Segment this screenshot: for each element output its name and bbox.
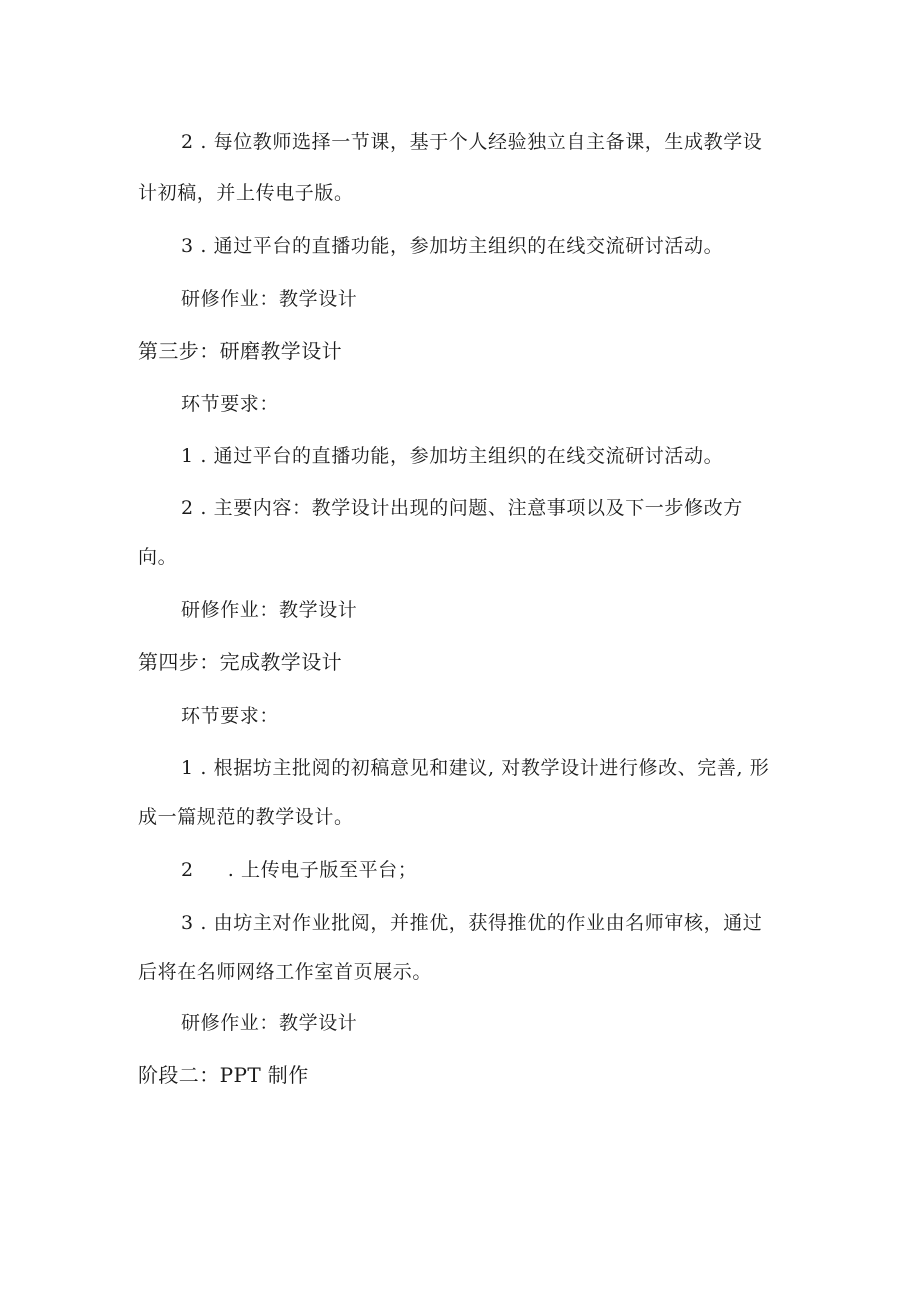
requirements-label: 环节要求： [181,393,280,415]
step3-item-1: 1 . 通过平台的直播功能，参加坊主组织的在线交流研讨活动。 [181,445,724,467]
step4-item-1-line-2: 成一篇规范的教学设计。 [138,806,354,828]
section-heading-step-4: 第四步：完成教学设计 [138,650,342,674]
step4-item-2 [181,857,417,883]
step4-item-1-line-1: 1 . 根据坊主批阅的初稿意见和建议, 对教学设计进行修改、完善, 形 [181,757,770,779]
requirements-label: 环节要求： [181,705,280,727]
assignment-label: 研修作业：教学设计 [181,288,358,310]
paragraph-item-2-line-2: 计初稿，并上传电子版。 [138,182,354,204]
step4-item-3-line-2: 后将在名师网络工作室首页展示。 [138,961,433,983]
step4-item-3-line-1: 3 . 由坊主对作业批阅，并推优，获得推优的作业由名师审核，通过 [181,912,763,934]
assignment-label: 研修作业：教学设计 [181,1012,358,1034]
step3-item-2-line-1: 2 . 主要内容：教学设计出现的问题、注意事项以及下一步修改方 [181,497,743,519]
step4-item-2-number: 2 [181,859,194,881]
step3-item-2-line-2: 向。 [138,546,178,568]
section-heading-step-3: 第三步：研磨教学设计 [138,339,342,363]
paragraph-item-3: 3 . 通过平台的直播功能，参加坊主组织的在线交流研讨活动。 [181,235,724,257]
step4-item-2-text: . 上传电子版至平台； [227,859,418,881]
assignment-label: 研修作业：教学设计 [181,599,358,621]
paragraph-item-2-line-1: 2 . 每位教师选择一节课，基于个人经验独立自主备课，生成教学设 [181,131,763,153]
stage-heading-ppt: 阶段二：PPT 制作 [138,1063,309,1087]
